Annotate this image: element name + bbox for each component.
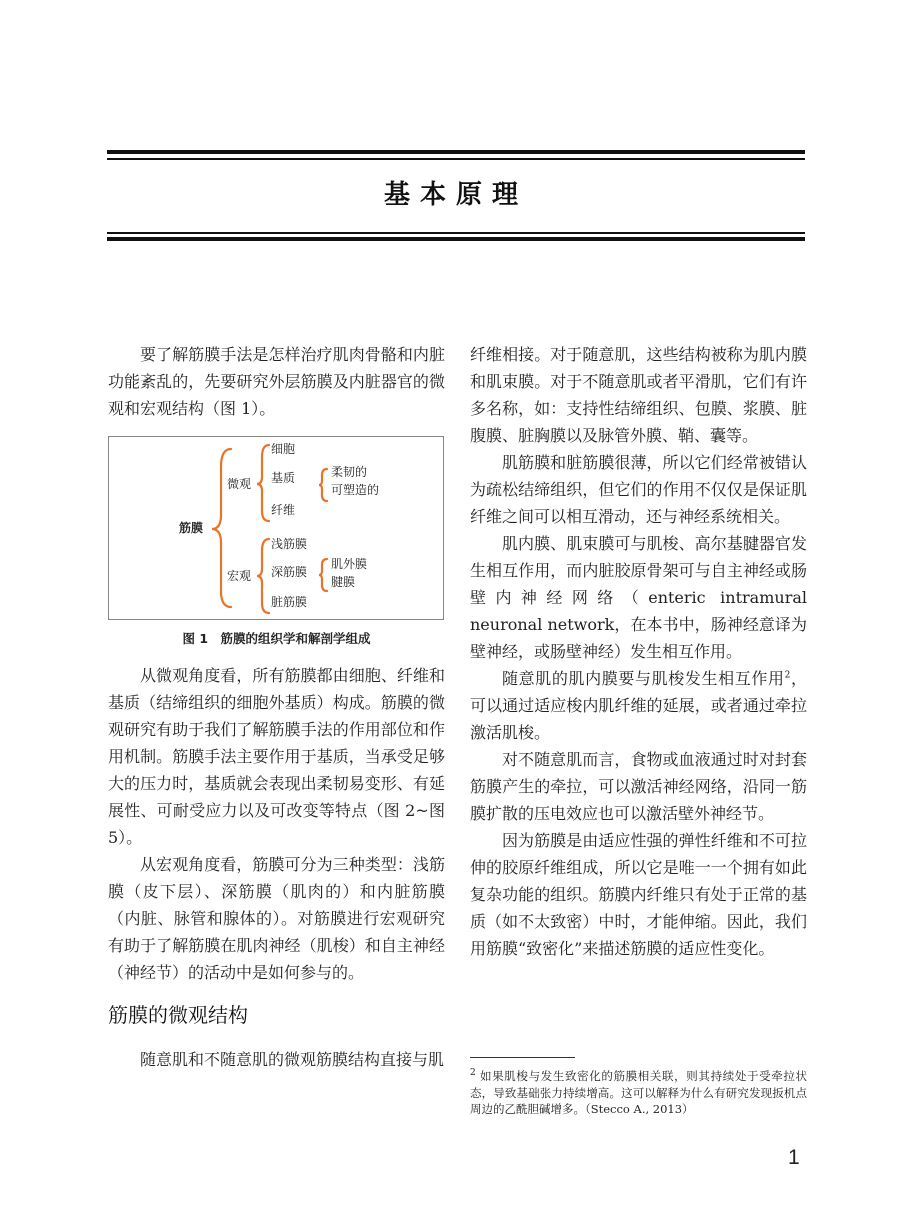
brace-deep — [319, 559, 327, 591]
label-macro-item: 浅筋膜 — [271, 537, 308, 551]
paragraph — [470, 665, 807, 746]
header-rule-thin-top — [107, 158, 805, 160]
label-macro: 宏观 — [227, 569, 252, 583]
label-micro-item: 细胞 — [271, 442, 296, 456]
label-macro-item: 深筋膜 — [271, 565, 308, 579]
label-micro: 微观 — [227, 477, 252, 491]
paragraph: 从微观角度看，所有筋膜都由细胞、纤维和基质（结缔组织的细胞外基质）构成。筋膜的微观研究有助于我们了解筋膜手法的作用部位和作用机制。筋膜手法主要作用于基质，当承受足够大的压力时，基质就会表现出柔韧易变形、有延展性、可耐受应力以及可改变等特点（图 2~图 5）。 — [108, 666, 445, 847]
header-rule-thick-top — [107, 150, 805, 154]
figure-caption: 图 1 筋膜的组织学和解剖学组成 — [182, 631, 371, 646]
left-column-mid — [108, 662, 445, 986]
label-macro-item: 脏筋膜 — [271, 595, 308, 609]
label-matrix-prop: 可塑造的 — [331, 483, 380, 497]
brace-matrix — [319, 469, 327, 501]
brace-micro — [257, 445, 269, 521]
left-column — [108, 341, 445, 1073]
brace-root — [212, 449, 231, 607]
paragraph: 随意肌和不随意肌的微观筋膜结构直接与肌 — [140, 1050, 445, 1069]
footnote-text: 如果肌梭与发生致密化的筋膜相关联，则其持续处于受牵拉状态，导致基础张力持续增高。这可以解释为什么有研究发现扳机点周边的乙酰胆碱增多。（Stecco A., 2013） — [470, 1069, 808, 1116]
paragraph: 肌内膜、肌束膜可与肌梭、高尔基腱器官发生相互作用，而内脏胶原骨架可与自主神经或肠壁内神经网络（enteric intramural neuronal network，在本书中，肠神经意译为壁神经，或肠壁神经）发生相互作用。 — [470, 534, 807, 661]
footnote-marker: 2 — [470, 1068, 476, 1079]
header-rule-thick-bottom — [107, 237, 805, 241]
paragraph: 从宏观角度看，筋膜可分为三种类型：浅筋膜（皮下层）、深筋膜（肌肉的）和内脏筋膜（内脏、脉管和腺体的）。对筋膜进行宏观研究有助于了解筋膜在肌肉神经（肌梭）和自主神经（神经节）的活动中是如何参与的。 — [108, 855, 445, 982]
paragraph: 纤维相接。对于随意肌，这些结构被称为肌内膜和肌束膜。对于不随意肌或者平滑肌，它们有许多名称，如：支持性结缔组织、包膜、浆膜、脏腹膜、脏胸膜以及脉管外膜、鞘、囊等。 — [470, 345, 807, 445]
header-rule-thin-bottom — [107, 232, 805, 234]
footnote — [470, 1068, 807, 1118]
brace-macro — [257, 539, 269, 613]
page-number: 1 — [788, 1146, 800, 1169]
paragraph: 要了解筋膜手法是怎样治疗肌肉骨骼和内脏功能紊乱的，先要研究外层筋膜及内脏器官的微观和宏观结构（图 1）。 — [108, 345, 445, 418]
paragraph: 对不随意肌而言，食物或血液通过时对封套筋膜产生的牵拉，可以激活神经网络，沿同一筋膜扩散的压电效应也可以激活壁外神经节。 — [470, 750, 807, 823]
paragraph-text: 随意肌的肌内膜要与肌梭发生相互作用 — [502, 669, 785, 688]
label-deep-item: 腱膜 — [331, 575, 356, 589]
label-micro-item: 纤维 — [271, 503, 296, 517]
footnote-divider — [470, 1057, 575, 1058]
label-matrix-prop: 柔韧的 — [331, 465, 368, 479]
orange-braces — [109, 437, 443, 619]
label-micro-item: 基质 — [271, 471, 296, 485]
label-root: 筋膜 — [179, 521, 204, 535]
right-column — [470, 341, 807, 962]
chapter-title: 基本原理 — [383, 180, 528, 210]
paragraph: 因为筋膜是由适应性强的弹性纤维和不可拉伸的胶原纤维组成，所以它是唯一一个拥有如此复杂功能的组织。筋膜内纤维只有处于正常的基质（如不太致密）中时，才能伸缩。因此，我们用筋膜“致密化”来描述筋膜的适应性变化。 — [470, 831, 807, 958]
paragraph-text: ，可以通过适应梭内肌纤维的延展，或者通过牵拉激活肌梭。 — [470, 669, 807, 742]
label-deep-item: 肌外膜 — [331, 557, 368, 571]
figure-1-diagram — [108, 436, 444, 620]
footnote-reference[interactable]: 2 — [784, 670, 791, 681]
section-heading: 筋膜的微观结构 — [108, 1003, 248, 1027]
paragraph: 肌筋膜和脏筋膜很薄，所以它们经常被错认为疏松结缔组织，但它们的作用不仅仅是保证肌纤维之间可以相互滑动，还与神经系统相关。 — [470, 453, 807, 526]
